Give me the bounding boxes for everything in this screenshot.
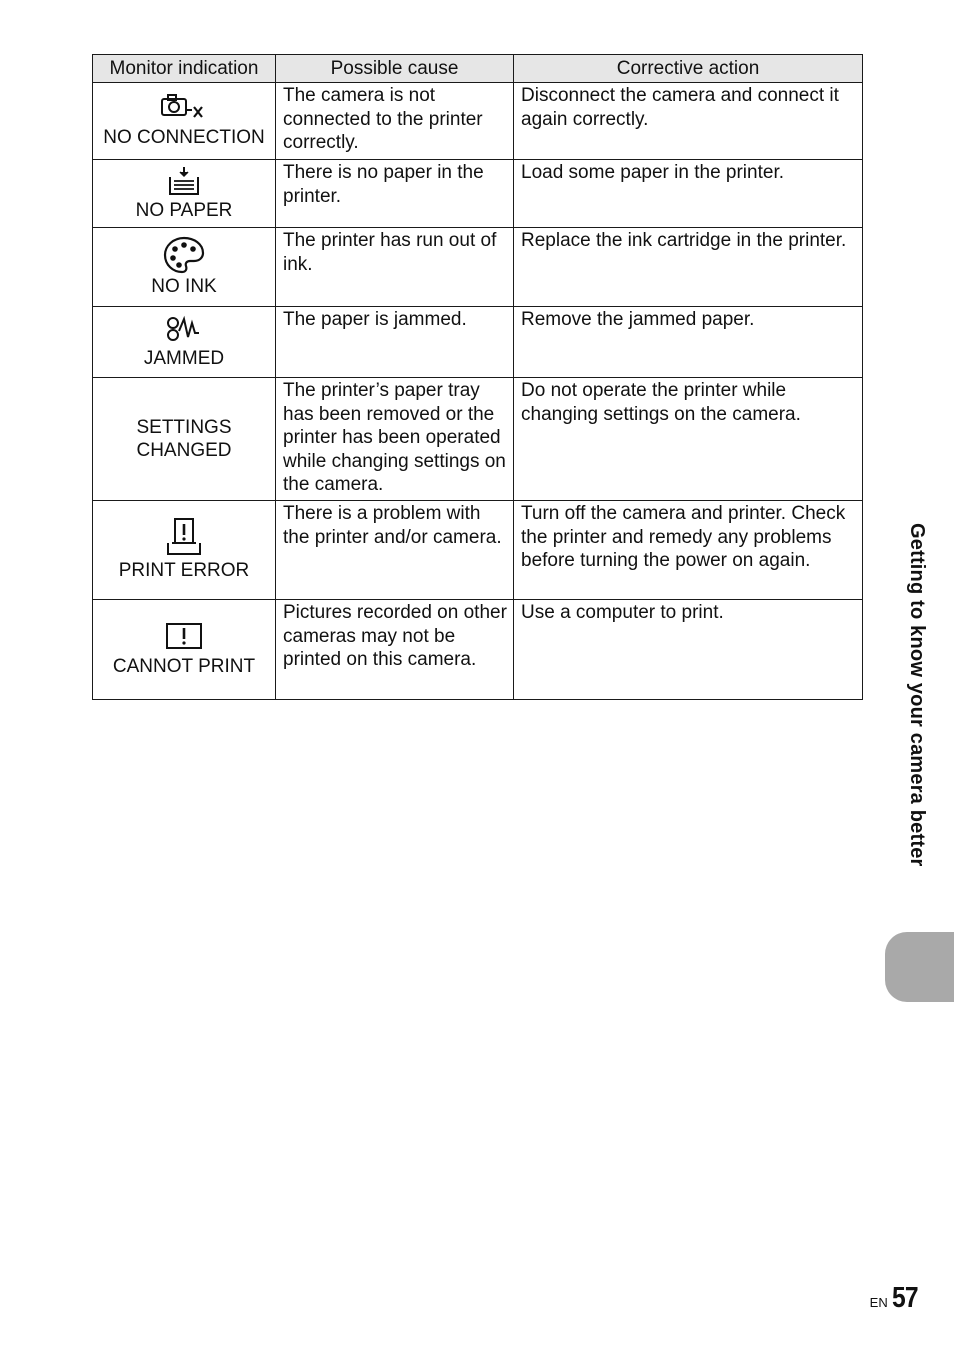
table-row	[93, 501, 863, 600]
cause-cell: There is no paper in the printer.	[276, 160, 514, 228]
monitor-label: JAMMED	[143, 348, 225, 370]
page-language: EN	[869, 1295, 888, 1310]
cause-cell: The camera is not connected to the printer correctly.	[276, 83, 514, 160]
paper-jam-icon	[163, 313, 205, 347]
action-cell: Do not operate the printer while changing settings on the camera.	[514, 378, 863, 501]
table-header-row	[93, 55, 863, 83]
monitor-label: NO PAPER	[135, 199, 233, 221]
monitor-cell	[93, 600, 276, 700]
action-cell: Disconnect the camera and connect it again correctly.	[514, 83, 863, 160]
monitor-cell	[93, 378, 276, 501]
cause-cell: There is a problem with the printer and/or camera.	[276, 501, 514, 600]
monitor-label: NO INK	[151, 276, 217, 298]
monitor-label: PRINT ERROR	[118, 560, 250, 582]
monitor-cell	[93, 228, 276, 307]
page-number: 57	[891, 1282, 918, 1314]
printer-warning-icon	[164, 517, 204, 559]
cause-cell: The paper is jammed.	[276, 307, 514, 378]
paper-tray-icon	[164, 165, 204, 199]
page-number-footer	[870, 1282, 922, 1315]
ink-palette-icon	[161, 235, 207, 275]
camera-disconnected-icon	[160, 92, 208, 126]
table-row	[93, 83, 863, 160]
cause-cell: The printer’s paper tray has been removed or the printer has been operated while changing settings on the camera.	[276, 378, 514, 501]
action-cell: Replace the ink cartridge in the printer.	[514, 228, 863, 307]
cause-cell: The printer has run out of ink.	[276, 228, 514, 307]
table-row	[93, 160, 863, 228]
monitor-cell	[93, 83, 276, 160]
table-row	[93, 600, 863, 700]
table-row	[93, 378, 863, 501]
action-cell: Remove the jammed paper.	[514, 307, 863, 378]
monitor-label: SETTINGS CHANGED	[136, 416, 232, 461]
action-cell: Use a computer to print.	[514, 600, 863, 700]
action-cell: Load some paper in the printer.	[514, 160, 863, 228]
table-row	[93, 307, 863, 378]
header-corrective-action: Corrective action	[514, 55, 863, 83]
cause-cell: Pictures recorded on other cameras may not be printed on this camera.	[276, 600, 514, 700]
monitor-label: CANNOT PRINT	[112, 655, 256, 677]
troubleshooting-table	[92, 54, 863, 700]
header-possible-cause: Possible cause	[276, 55, 514, 83]
monitor-cell	[93, 160, 276, 228]
section-tab	[885, 932, 954, 1002]
monitor-label: NO CONNECTION	[103, 127, 265, 149]
header-monitor-indication: Monitor indication	[93, 55, 276, 83]
exclamation-box-icon	[164, 621, 204, 655]
section-side-title: Getting to know your camera better	[906, 523, 928, 867]
monitor-cell	[93, 307, 276, 378]
table-row	[93, 228, 863, 307]
action-cell: Turn off the camera and printer. Check the printer and remedy any problems before turning the power on again.	[514, 501, 863, 600]
monitor-cell	[93, 501, 276, 600]
